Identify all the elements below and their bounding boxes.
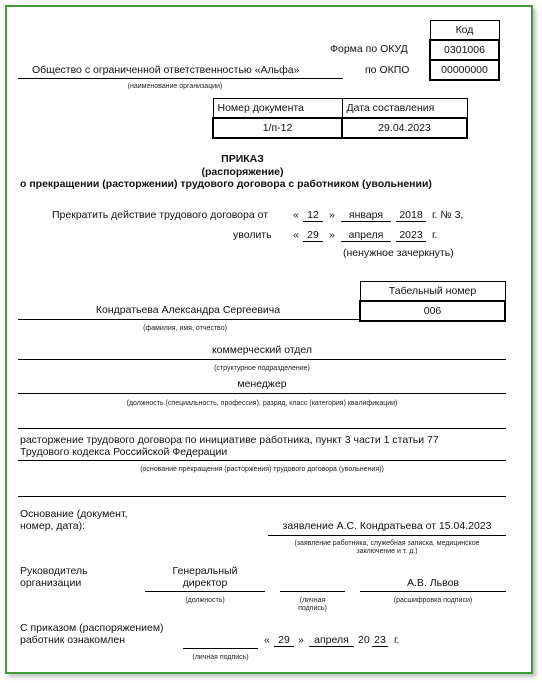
head-name: А.В. Львов xyxy=(407,577,459,589)
contract-date-close-quote: » xyxy=(329,209,335,221)
dismiss-date-close-quote: » xyxy=(329,229,335,241)
acquainted-label-1: С приказом (распоряжением) xyxy=(20,622,164,634)
acquainted-signature-line xyxy=(183,648,258,649)
head-position-caption: (должность) xyxy=(185,597,225,604)
basis-value: заявление А.С. Кондратьева от 15.04.2023 xyxy=(282,520,492,532)
head-name-caption: (расшифровка подписи) xyxy=(393,597,473,604)
head-position-1: Генеральный xyxy=(172,565,238,577)
contract-month: января xyxy=(341,209,391,222)
organization-underline xyxy=(18,78,343,79)
head-position-2: директор xyxy=(182,577,228,589)
title-prikaz: ПРИКАЗ xyxy=(221,153,264,165)
reason-line-2: Трудового кодекса Российской Федерации xyxy=(20,446,228,458)
blank-line xyxy=(18,428,506,429)
basis-label-1: Основание (документ, xyxy=(20,508,128,520)
document-number-table xyxy=(212,98,468,139)
basis-caption-2: заключение и т. д.) xyxy=(356,548,418,555)
department-underline xyxy=(18,359,506,360)
terminate-text: Прекратить действие трудового договора от xyxy=(52,209,269,221)
reason-caption: (основание прекращения (расторжения) трудового договора (увольнения)) xyxy=(140,466,384,473)
dismiss-day: 29 xyxy=(303,229,323,242)
acquainted-year-prefix: 20 xyxy=(358,634,370,646)
title-rasporyazhenie: (распоряжение) xyxy=(201,166,284,178)
dismiss-date-open-quote: « xyxy=(293,229,299,241)
reason-underline xyxy=(18,460,506,461)
dismiss-label: уволить xyxy=(233,229,272,241)
dismiss-suffix: г. xyxy=(432,229,438,241)
codes-table xyxy=(429,20,500,81)
position-caption: (должность (специальность, профессия), разряд, класс (категория) квалификации) xyxy=(126,400,398,407)
employee-name-underline xyxy=(18,319,359,320)
employee-name: Кондратьева Александра Сергеевича xyxy=(95,304,281,316)
acquainted-g: г. xyxy=(394,634,400,646)
basis-label-2: номер, дата): xyxy=(20,520,86,532)
cross-out-note: (ненужное зачеркнуть) xyxy=(343,247,454,259)
organization-name: Общество с ограниченной ответственностью «Альфа» xyxy=(32,64,300,76)
head-signature-line xyxy=(280,591,345,592)
acquainted-close-quote: » xyxy=(298,634,304,646)
reason-line-1: расторжение трудового договора по инициативе работника, пункт 3 части 1 статьи 77 xyxy=(20,434,439,446)
department-caption: (структурное подразделение) xyxy=(214,365,310,372)
okud-value: 0301006 xyxy=(430,40,499,60)
contract-date-open-quote: « xyxy=(293,209,299,221)
kod-header: Код xyxy=(430,21,499,41)
acquainted-label-2: работник ознакомлен xyxy=(20,634,125,646)
contract-number: г. № 3, xyxy=(432,209,464,221)
head-signature-caption-1: (личная xyxy=(299,597,326,604)
doc-date: 29.04.2023 xyxy=(342,118,467,138)
position-underline xyxy=(18,393,506,394)
acquainted-day: 29 xyxy=(274,634,294,647)
tab-number-table xyxy=(359,281,506,322)
doc-date-header: Дата составления xyxy=(342,99,467,119)
dismiss-month: апреля xyxy=(341,229,391,242)
dismiss-year: 2023 xyxy=(396,229,426,242)
basis-underline xyxy=(268,535,506,536)
okpo-label: по ОКПО xyxy=(365,64,410,76)
head-label-2: организации xyxy=(20,577,82,589)
reason-blank-line xyxy=(18,496,506,497)
tab-number-header: Табельный номер xyxy=(360,282,505,302)
head-signature-caption-2: подпись) xyxy=(298,605,327,612)
contract-year: 2018 xyxy=(396,209,426,222)
tab-number: 006 xyxy=(360,301,505,321)
head-label-1: Руководитель xyxy=(20,565,88,577)
employee-name-caption: (фамилия, имя, отчество) xyxy=(143,325,227,332)
head-name-underline xyxy=(360,591,506,592)
doc-number: 1/п-12 xyxy=(213,118,342,138)
acquainted-month: апреля xyxy=(309,634,354,647)
contract-day: 12 xyxy=(303,209,323,222)
title-subject: о прекращении (расторжении) трудового договора с работником (увольнении) xyxy=(20,178,432,190)
position: менеджер xyxy=(237,378,287,390)
okud-label: Форма по ОКУД xyxy=(330,43,408,55)
basis-caption-1: (заявление работника, служебная записка, медицинское xyxy=(294,540,480,547)
acquainted-signature-caption: (личная подпись) xyxy=(192,654,249,661)
okpo-value: 00000000 xyxy=(430,60,499,80)
head-position-underline xyxy=(145,591,265,592)
department: коммерческий отдел xyxy=(211,344,313,356)
organization-caption: (наименование организации) xyxy=(127,83,223,90)
acquainted-year-suffix: 23 xyxy=(372,634,388,647)
acquainted-open-quote: « xyxy=(264,634,270,646)
doc-number-header: Номер документа xyxy=(213,99,342,119)
